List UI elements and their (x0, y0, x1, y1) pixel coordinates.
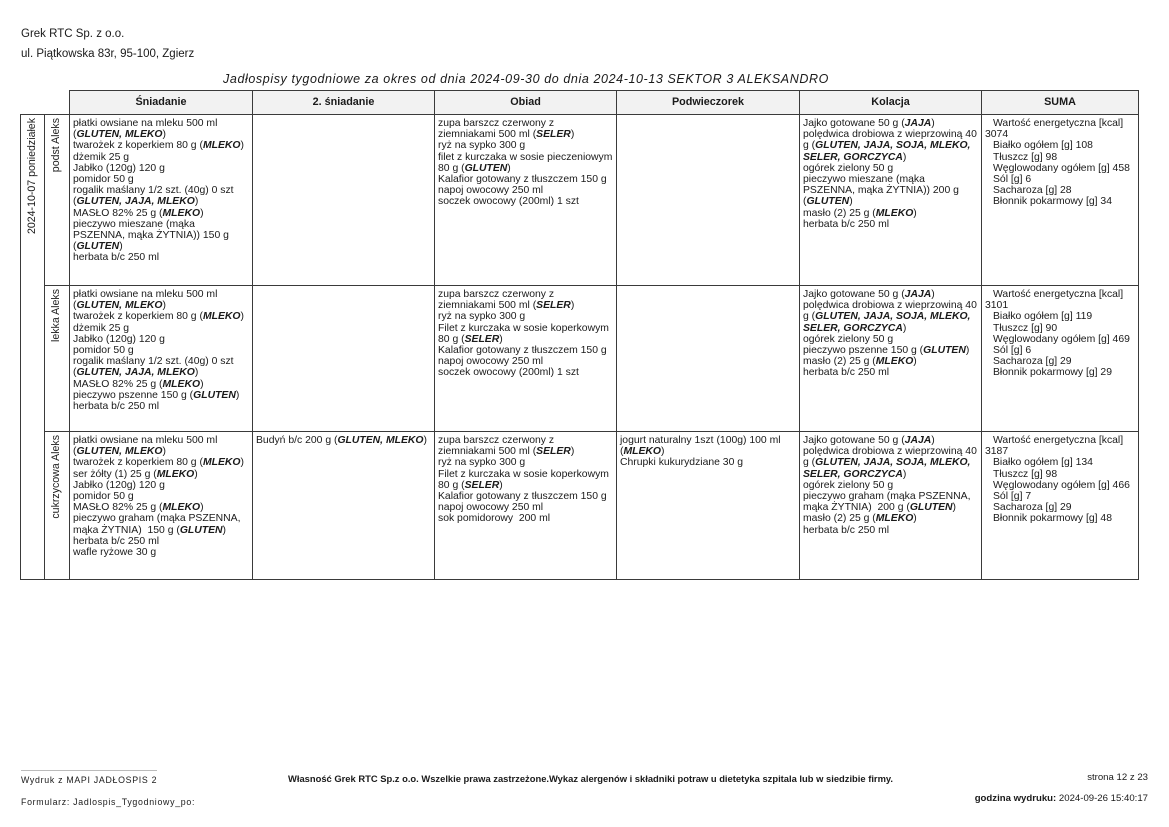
print-time (975, 793, 1148, 804)
meal-cell-obiad (435, 432, 617, 580)
nutrition-line: Błonnik pokarmowy [g] 34 (993, 196, 1112, 208)
meal-cell-sniadanie (70, 286, 253, 432)
nutrition-line: Sacharoza [g] 28 (993, 185, 1072, 197)
meal-item-line: ogórek zielony 50 g (803, 333, 894, 345)
meal-item-line: rogalik maślany 1/2 szt. (40g) 0 szt (73, 185, 234, 197)
meal-item-line: masło (2) 25 g (MLEKO) (803, 356, 917, 368)
footer-left (21, 769, 195, 813)
company-block (21, 24, 194, 64)
meal-item-line: herbata b/c 250 ml (73, 535, 160, 547)
allergen-text: MLEKO (875, 207, 914, 219)
allergen-text: JAJA (904, 435, 932, 446)
meal-item-line: Filet z kurczaka w sosie koperkowym (438, 468, 609, 480)
allergen-text: GLUTEN (806, 196, 850, 208)
allergen-text: GLUTEN (76, 241, 120, 253)
meal-cell-obiad (435, 115, 617, 286)
meal-item-line: ser żółty (1) 25 g (MLEKO) (73, 468, 198, 480)
allergen-text: SELER, GORCZYCA (803, 322, 903, 334)
meal-item-line: twarożek z koperkiem 80 g (MLEKO) (73, 311, 244, 323)
diet-name: cukrzycowa Aleks (50, 435, 63, 519)
suma-cell (982, 115, 1139, 286)
meal-item-line: SELER, GORCZYCA) (803, 468, 907, 480)
nutrition-line: 3187 (985, 446, 1009, 458)
meal-item-line: pieczywo mieszane (mąka (73, 218, 195, 230)
meal-cell-kolacja (800, 432, 982, 580)
allergen-text: SELER (536, 446, 571, 458)
page-number: strona 12 z 23 (1087, 772, 1148, 783)
print-time-value: 2024-09-26 15:40:17 (1058, 793, 1148, 804)
nutrition-line: Wartość energetyczna [kcal] (993, 435, 1124, 446)
meal-item-line: płatki owsiane na mleku 500 ml (73, 289, 218, 300)
allergen-text: GLUTEN, JAJA, SOJA, MLEKO, (815, 457, 971, 469)
meal-item-line: jogurt naturalny 1szt (100g) 100 ml (620, 435, 781, 446)
allergen-text: GLUTEN (464, 162, 508, 174)
allergen-text: GLUTEN (193, 389, 236, 401)
meal-cell-2-sniadanie (253, 286, 435, 432)
meal-item-line: g (GLUTEN, JAJA, SOJA, MLEKO, (803, 457, 971, 469)
nutrition-line: Węglowodany ogółem [g] 458 (993, 162, 1130, 174)
meal-item-line: MASŁO 82% 25 g (MLEKO) (73, 502, 204, 514)
col-header-suma: SUMA (982, 91, 1139, 115)
footer-printout: Wydruk z MAPI JADŁOSPIS 2 (21, 775, 158, 785)
allergen-text: MLEKO (162, 207, 201, 219)
meal-item-line: Filet z kurczaka w sosie koperkowym (438, 322, 609, 334)
meal-item-line: Chrupki kukurydziane 30 g (620, 457, 744, 469)
allergen-text: GLUTEN, MLEKO (76, 129, 163, 141)
company-address: ul. Piątkowska 83r, 95-100, Zgierz (21, 48, 195, 60)
meal-item-line: polędwica drobiowa z wieprzowiną 40 (803, 129, 977, 141)
meal-item-line: mąka ŻYTNIA) 150 g (GLUTEN) (73, 524, 227, 536)
nutrition-line: Węglowodany ogółem [g] 466 (993, 479, 1130, 491)
allergen-text: GLUTEN, MLEKO (76, 446, 163, 458)
meal-cell-podwieczorek (617, 286, 800, 432)
allergen-text: GLUTEN, JAJA, SOJA, MLEKO, (815, 311, 971, 323)
meal-item-line: (GLUTEN) (73, 241, 123, 253)
meal-cell-2-sniadanie (253, 432, 435, 580)
meal-item-line: 80 g (SELER) (438, 333, 503, 345)
nutrition-line: Tłuszcz [g] 98 (993, 151, 1058, 163)
meal-item-line: dżemik 25 g (73, 322, 130, 334)
date-cell (21, 115, 45, 580)
col-header-podwieczorek: Podwieczorek (617, 91, 800, 115)
meal-item-line: MASŁO 82% 25 g (MLEKO) (73, 207, 204, 219)
nutrition-line: Sól [g] 6 (993, 174, 1032, 186)
meal-item-line: ryż na sypko 300 g (438, 140, 526, 152)
meal-item-line: polędwica drobiowa z wieprzowiną 40 (803, 446, 977, 458)
suma-cell (982, 432, 1139, 580)
meal-item-line: pieczywo mieszane (mąka (803, 174, 925, 186)
allergen-text: SELER (464, 479, 500, 491)
nutrition-line: Białko ogółem [g] 134 (993, 457, 1093, 469)
allergen-text: GLUTEN, JAJA, MLEKO (76, 196, 195, 208)
allergen-text: MLEKO (156, 468, 195, 480)
nutrition-line: Sacharoza [g] 29 (993, 502, 1072, 514)
meal-item-line: herbata b/c 250 ml (73, 401, 160, 413)
meal-item-line: SELER, GORCZYCA) (803, 322, 907, 334)
allergen-text: MLEKO (623, 446, 661, 458)
meal-item-line: pomidor 50 g (73, 174, 134, 186)
allergen-text: GLUTEN, JAJA, MLEKO (76, 367, 195, 379)
meal-item-line: Jajko gotowane 50 g (JAJA) (803, 289, 935, 300)
document-title: Jadłospisy tygodniowe za okres od dnia 2024-09-30 do dnia 2024-10-13 SEKTOR 3 ALEKSANDRO (223, 72, 829, 86)
meal-item-line: (GLUTEN, MLEKO) (73, 129, 166, 141)
allergen-text: SELER (536, 300, 571, 312)
meal-cell-podwieczorek (617, 432, 800, 580)
meal-item-line: g (GLUTEN, JAJA, SOJA, MLEKO, (803, 140, 971, 152)
meal-item-line: herbata b/c 250 ml (803, 524, 890, 536)
meal-item-line: masło (2) 25 g (MLEKO) (803, 207, 917, 219)
allergen-text: GLUTEN (923, 345, 966, 357)
meal-item-line: dżemik 25 g (73, 151, 130, 163)
meal-cell-obiad (435, 286, 617, 432)
allergen-text: GLUTEN, MLEKO (76, 300, 163, 312)
meal-item-line: sok pomidorowy 200 ml (438, 513, 551, 525)
meal-item-line: napoj owocowy 250 ml (438, 356, 544, 368)
meal-cell-podwieczorek (617, 115, 800, 286)
meal-item-line: płatki owsiane na mleku 500 ml (73, 118, 218, 129)
nutrition-line: Sól [g] 7 (993, 491, 1032, 503)
nutrition-line: 3101 (985, 300, 1009, 312)
meal-item-line: Jabłko (120g) 120 g (73, 162, 165, 174)
meal-item-line: zupa barszcz czerwony z (438, 435, 555, 446)
meal-item-line: Jabłko (120g) 120 g (73, 333, 165, 345)
footer-ownership: Własność Grek RTC Sp.z o.o. Wszelkie prawa zastrzeżone.Wykaz alergenów i składniki potraw u dietetyka szpitala lub w siedzibie firmy. (288, 773, 894, 784)
meal-item-line: (GLUTEN, JAJA, MLEKO) (73, 367, 199, 379)
col-header-2-sniadanie: 2. śniadanie (253, 91, 435, 115)
allergen-text: MLEKO (202, 457, 241, 469)
meal-item-line: ryż na sypko 300 g (438, 457, 526, 469)
allergen-text: GLUTEN, JAJA, SOJA, MLEKO, (815, 140, 971, 152)
date-label: 2024-10-07 poniedziałek (25, 118, 38, 235)
nutrition-line: Węglowodany ogółem [g] 469 (993, 333, 1130, 345)
meal-item-line: napoj owocowy 250 ml (438, 502, 544, 514)
meal-item-line: ogórek zielony 50 g (803, 479, 894, 491)
company-name: Grek RTC Sp. z o.o. (21, 28, 125, 40)
diet-row (21, 115, 1139, 286)
meal-item-line: napoj owocowy 250 ml (438, 185, 544, 197)
meal-item-line: pieczywo pszenne 150 g (GLUTEN) (803, 345, 970, 357)
meal-item-line: (GLUTEN, MLEKO) (73, 446, 166, 458)
diet-name-cell (45, 115, 70, 286)
footer-form: Formularz: Jadlospis_Tygodniowy_po: (21, 797, 196, 807)
allergen-text: JAJA (904, 289, 932, 300)
meal-item-line: filet z kurczaka w sosie pieczeniowym (438, 151, 613, 163)
meal-item-line: Jajko gotowane 50 g (JAJA) (803, 118, 935, 129)
allergen-text: SELER (464, 333, 500, 345)
meal-item-line: ziemniakami 500 ml (SELER) (438, 300, 575, 312)
nutrition-line: Sacharoza [g] 29 (993, 356, 1072, 368)
allergen-text: MLEKO (162, 378, 201, 390)
meal-item-line: rogalik maślany 1/2 szt. (40g) 0 szt (73, 356, 234, 368)
meal-item-line: herbata b/c 250 ml (73, 252, 160, 264)
col-header-kolacja: Kolacja (800, 91, 982, 115)
diet-name: podst Aleks (50, 118, 63, 173)
meal-item-line: MASŁO 82% 25 g (MLEKO) (73, 378, 204, 390)
allergen-text: SELER, GORCZYCA (803, 468, 903, 480)
meal-item-line: twarożek z koperkiem 80 g (MLEKO) (73, 140, 244, 152)
allergen-text: GLUTEN (179, 524, 223, 536)
diet-name-cell (45, 286, 70, 432)
meal-item-line: soczek owocowy (200ml) 1 szt (438, 367, 579, 379)
meal-item-line: Kalafior gotowany z tłuszczem 150 g (438, 491, 607, 503)
meal-item-line: SELER, GORCZYCA) (803, 151, 907, 163)
allergen-text: MLEKO (162, 502, 201, 514)
allergen-text: GLUTEN, MLEKO (337, 435, 424, 446)
header-row (21, 91, 1139, 115)
meal-item-line: ogórek zielony 50 g (803, 162, 894, 174)
meal-item-line: ziemniakami 500 ml (SELER) (438, 129, 575, 141)
meal-item-line: Kalafior gotowany z tłuszczem 150 g (438, 174, 607, 186)
print-time-label: godzina wydruku: (974, 793, 1057, 804)
meal-item-line: pieczywo graham (mąka PSZENNA, (803, 491, 971, 503)
suma-cell (982, 286, 1139, 432)
col-header-sniadanie: Śniadanie (70, 91, 253, 115)
allergen-text: MLEKO (202, 311, 241, 323)
meal-item-line: (GLUTEN) (803, 196, 853, 208)
meal-item-line: Jajko gotowane 50 g (JAJA) (803, 435, 935, 446)
meal-cell-sniadanie (70, 432, 253, 580)
nutrition-line: Wartość energetyczna [kcal] (993, 289, 1124, 300)
meal-item-line: PSZENNA, mąka ŻYTNIA)) 200 g (803, 185, 959, 197)
nutrition-line: Wartość energetyczna [kcal] (993, 118, 1124, 129)
meal-item-line: 80 g (SELER) (438, 479, 503, 491)
allergen-text: GLUTEN (909, 502, 953, 514)
meal-item-line: pieczywo pszenne 150 g (GLUTEN) (73, 389, 240, 401)
meal-item-line: ryż na sypko 300 g (438, 311, 526, 323)
nutrition-line: Sól [g] 6 (993, 345, 1032, 357)
meal-item-line: Kalafior gotowany z tłuszczem 150 g (438, 345, 607, 357)
diet-row (21, 432, 1139, 580)
meal-item-line: pomidor 50 g (73, 491, 134, 503)
nutrition-line: Tłuszcz [g] 90 (993, 322, 1058, 334)
weekly-menu-table (20, 90, 1139, 580)
meal-item-line: zupa barszcz czerwony z (438, 289, 555, 300)
meal-item-line: płatki owsiane na mleku 500 ml (73, 435, 218, 446)
meal-item-line: herbata b/c 250 ml (803, 218, 890, 230)
meal-item-line: (MLEKO) (620, 446, 665, 458)
nutrition-line: Białko ogółem [g] 108 (993, 140, 1093, 152)
nutrition-line: 3074 (985, 129, 1009, 141)
meal-item-line: wafle ryżowe 30 g (73, 547, 157, 559)
diet-row (21, 286, 1139, 432)
meal-item-line: pomidor 50 g (73, 345, 134, 357)
meal-item-line: (GLUTEN, JAJA, MLEKO) (73, 196, 199, 208)
meal-item-line: ziemniakami 500 ml (SELER) (438, 446, 575, 458)
meal-item-line: zupa barszcz czerwony z (438, 118, 555, 129)
meal-item-line: mąka ŻYTNIA) 200 g (GLUTEN) (803, 502, 957, 514)
nutrition-line: Błonnik pokarmowy [g] 29 (993, 367, 1112, 379)
meal-item-line: 80 g (GLUTEN) (438, 162, 511, 174)
allergen-text: MLEKO (875, 356, 914, 368)
meal-cell-sniadanie (70, 115, 253, 286)
col-header-obiad: Obiad (435, 91, 617, 115)
meal-item-line: pieczywo graham (mąka PSZENNA, (73, 513, 241, 525)
meal-item-line: masło (2) 25 g (MLEKO) (803, 513, 917, 525)
allergen-text: SELER, GORCZYCA (803, 151, 903, 163)
meal-cell-kolacja (800, 286, 982, 432)
allergen-text: MLEKO (875, 513, 914, 525)
meal-item-line: herbata b/c 250 ml (803, 367, 890, 379)
allergen-text: SELER (536, 129, 571, 141)
meal-item-line: twarożek z koperkiem 80 g (MLEKO) (73, 457, 244, 469)
meal-item-line: Budyń b/c 200 g (GLUTEN, MLEKO) (256, 435, 427, 446)
meal-item-line: (GLUTEN, MLEKO) (73, 300, 166, 312)
meal-cell-2-sniadanie (253, 115, 435, 286)
diet-name: lekka Aleks (50, 289, 63, 342)
nutrition-line: Białko ogółem [g] 119 (993, 311, 1093, 323)
meal-cell-kolacja (800, 115, 982, 286)
meal-item-line: g (GLUTEN, JAJA, SOJA, MLEKO, (803, 311, 971, 323)
meal-item-line: soczek owocowy (200ml) 1 szt (438, 196, 579, 208)
meal-item-line: polędwica drobiowa z wieprzowiną 40 (803, 300, 977, 312)
nutrition-line: Błonnik pokarmowy [g] 48 (993, 513, 1112, 525)
allergen-text: JAJA (904, 118, 932, 129)
allergen-text: MLEKO (202, 140, 241, 152)
nutrition-line: Tłuszcz [g] 98 (993, 468, 1058, 480)
meal-item-line: Jabłko (120g) 120 g (73, 479, 165, 491)
diet-name-cell (45, 432, 70, 580)
meal-item-line: PSZENNA, mąka ŻYTNIA)) 150 g (73, 230, 229, 242)
